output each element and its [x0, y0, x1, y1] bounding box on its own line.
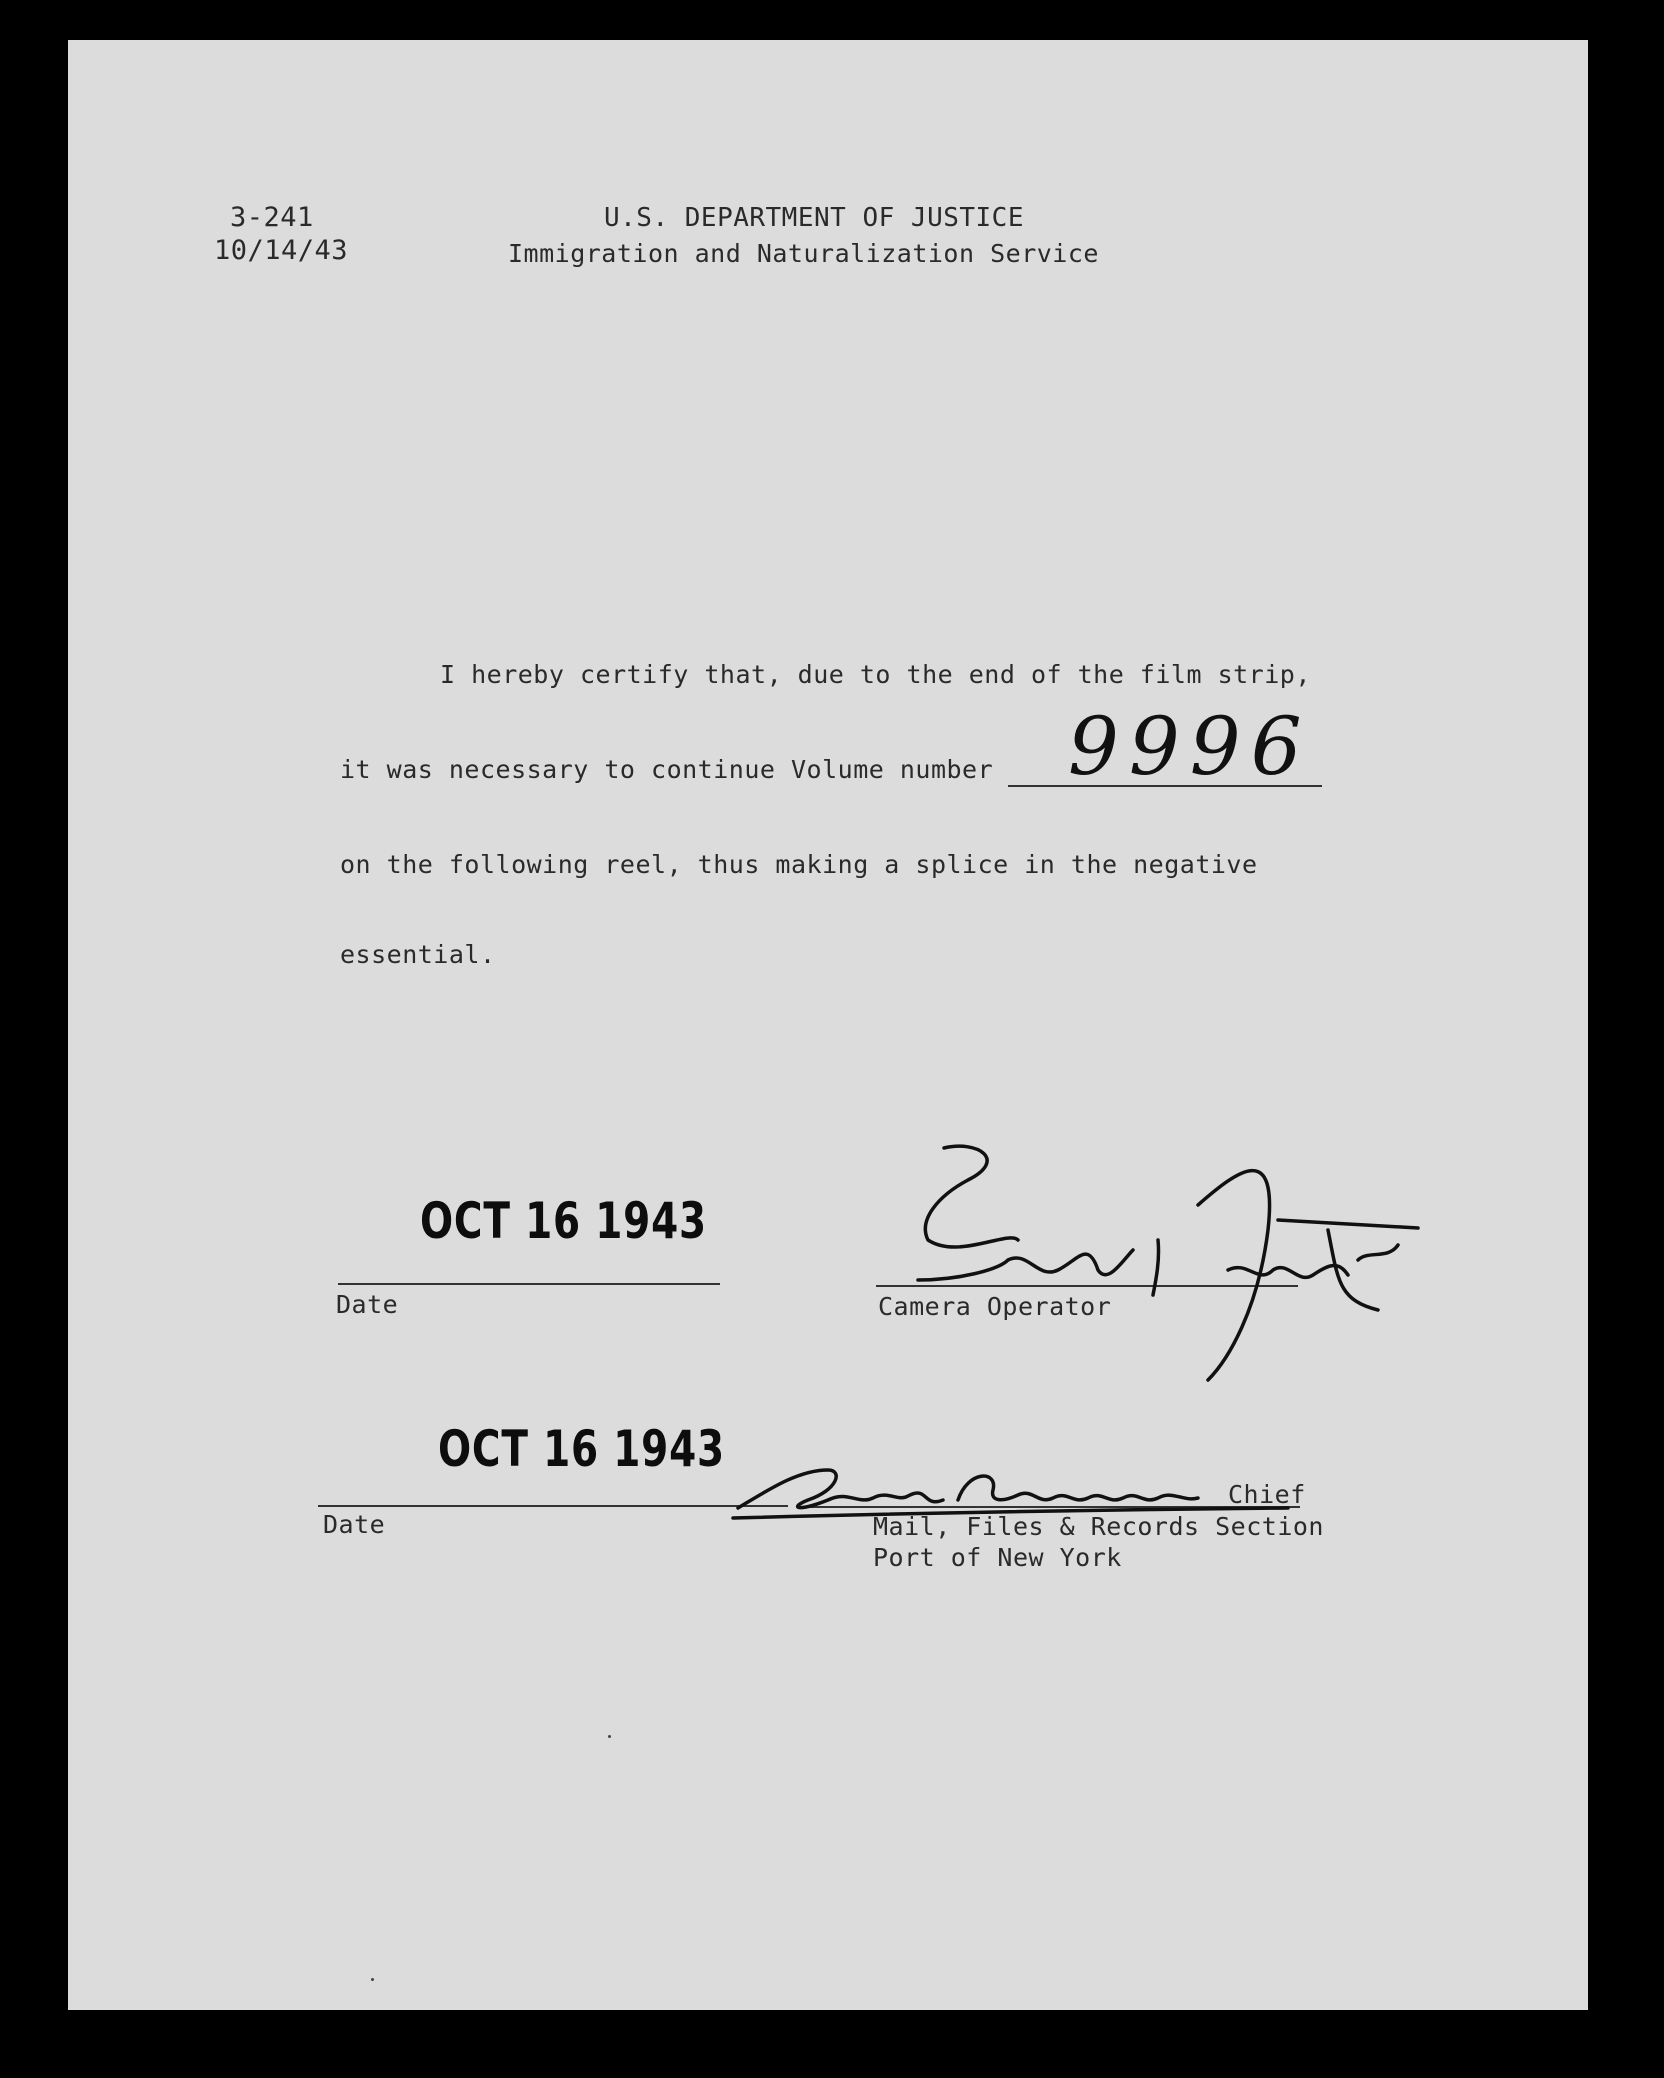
form-number: 3-241 [230, 202, 314, 233]
service-heading: Immigration and Naturalization Service [508, 239, 1099, 268]
scan-speck [608, 1735, 611, 1738]
operator-date-line [338, 1283, 720, 1285]
chief-section: Mail, Files & Records Section [873, 1512, 1324, 1541]
camera-operator-signature [898, 1110, 1418, 1390]
chief-date-label: Date [323, 1510, 386, 1539]
operator-date-stamp: OCT 16 1943 [420, 1192, 707, 1250]
chief-port: Port of New York [873, 1543, 1122, 1572]
chief-title: Chief [1228, 1480, 1306, 1509]
chief-date-line [318, 1505, 788, 1507]
chief-signature [728, 1430, 1288, 1540]
certify-line-3: on the following reel, thus making a splice in the negative [340, 850, 1258, 879]
department-heading: U.S. DEPARTMENT OF JUSTICE [604, 203, 1024, 233]
volume-number-handwritten: 9996 [1068, 700, 1312, 793]
certify-line-4: essential. [340, 940, 496, 969]
operator-date-label: Date [336, 1290, 399, 1319]
document-sheet [68, 40, 1588, 2010]
camera-operator-label: Camera Operator [878, 1292, 1112, 1321]
certify-line-1: I hereby certify that, due to the end of the film strip, [440, 660, 1311, 689]
scan-speck [371, 1978, 374, 1981]
chief-date-stamp: OCT 16 1943 [438, 1420, 725, 1478]
form-date: 10/14/43 [214, 235, 349, 266]
certify-line-2: it was necessary to continue Volume number [340, 755, 994, 784]
